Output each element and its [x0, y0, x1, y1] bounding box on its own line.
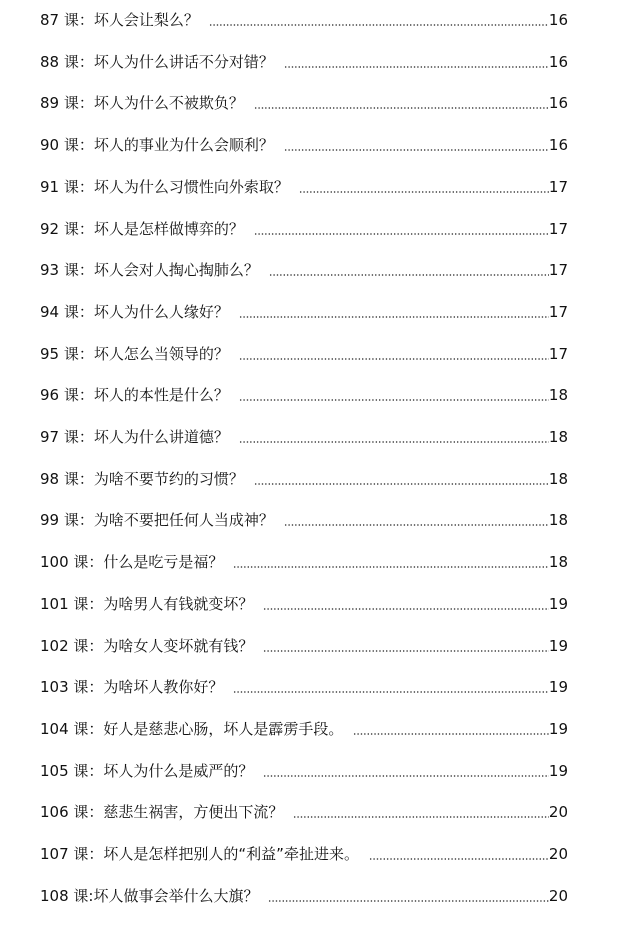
- toc-dot-leader: [254, 233, 549, 235]
- toc-entry[interactable]: [40, 715, 568, 739]
- toc-entry-title: 90 课：坏人的事业为什么会顺利？: [40, 136, 274, 155]
- toc-entry[interactable]: [40, 423, 568, 447]
- toc-entry[interactable]: [40, 840, 568, 864]
- toc-entry-page-number: 16: [548, 11, 568, 29]
- toc-entry-page-number: 16: [548, 94, 568, 113]
- toc-entry-title: 100 课：什么是吃亏是福？: [40, 553, 224, 572]
- toc-entry-title: 102 课：为啥女人变坏就有钱？: [40, 636, 254, 655]
- toc-entry-title: 91 课：坏人为什么习惯性向外索取？: [40, 177, 289, 196]
- toc-entry[interactable]: [40, 256, 568, 280]
- toc-entry[interactable]: [40, 340, 568, 364]
- toc-entry[interactable]: [40, 381, 568, 405]
- toc-entry-title: 106 课：慈悲生祸害，方便出下流？: [40, 803, 284, 822]
- toc-dot-leader: [239, 358, 549, 360]
- toc-entry[interactable]: [40, 298, 568, 322]
- toc-entry[interactable]: [40, 798, 568, 822]
- toc-entry[interactable]: [40, 6, 568, 30]
- toc-entry-page-number: 19: [548, 678, 568, 697]
- toc-entry-page-number: 19: [548, 594, 568, 613]
- toc-dot-leader: [239, 316, 549, 318]
- toc-dot-leader: [284, 524, 549, 526]
- toc-entry-page-number: 20: [548, 845, 568, 863]
- toc-dot-leader: [263, 608, 549, 610]
- toc-entry-page-number: 16: [548, 136, 568, 155]
- toc-entry[interactable]: [40, 48, 568, 72]
- toc-entry-page-number: 18: [548, 511, 568, 530]
- toc-entry-page-number: 20: [548, 886, 568, 905]
- toc-entry-page-number: 20: [548, 803, 568, 822]
- toc-entry-page-number: 17: [548, 261, 568, 280]
- toc-dot-leader: [239, 399, 549, 401]
- toc-entry[interactable]: [40, 548, 568, 572]
- toc-dot-leader: [233, 566, 549, 568]
- toc-entry[interactable]: [40, 89, 568, 113]
- toc-entry-title: 93 课：坏人会对人掏心掏肺么？: [40, 261, 259, 280]
- toc-entry-page-number: 17: [548, 219, 568, 238]
- toc-entry-page-number: 19: [548, 761, 568, 780]
- toc-entry[interactable]: [40, 173, 568, 197]
- toc-entry-page-number: 18: [548, 469, 568, 488]
- toc-entry-page-number: 17: [548, 344, 568, 363]
- toc-dot-leader: [299, 191, 549, 193]
- toc-dot-leader: [353, 733, 549, 735]
- toc-entry[interactable]: [40, 590, 568, 614]
- toc-entry[interactable]: [40, 882, 568, 906]
- toc-entry[interactable]: [40, 215, 568, 239]
- toc-entry-title: 87 课：坏人会让梨么？: [40, 11, 199, 29]
- toc-entry[interactable]: [40, 673, 568, 697]
- toc-entry-title: 89 课：坏人为什么不被欺负？: [40, 94, 244, 113]
- toc-dot-leader: [263, 775, 549, 777]
- toc-entry-page-number: 17: [548, 302, 568, 321]
- toc-entry-title: 95 课：坏人怎么当领导的？: [40, 344, 229, 363]
- toc-entry-title: 97 课：坏人为什么讲道德？: [40, 428, 229, 446]
- toc-dot-leader: [268, 900, 548, 902]
- toc-entry[interactable]: [40, 465, 568, 489]
- toc-dot-leader: [369, 858, 549, 860]
- toc-entry-title: 103 课：为啥坏人教你好？: [40, 678, 224, 697]
- toc-entry-title: 101 课：为啥男人有钱就变坏？: [40, 594, 254, 613]
- toc-entry-page-number: 19: [548, 636, 568, 655]
- toc-entry-page-number: 19: [548, 719, 568, 738]
- toc-entry[interactable]: [40, 506, 568, 530]
- toc-entry-page-number: 16: [548, 52, 568, 71]
- toc-entry-title: 107 课：坏人是怎样把别人的“利益”牵扯进来。: [40, 845, 359, 863]
- toc-dot-leader: [209, 24, 549, 26]
- toc-dot-leader: [254, 107, 549, 109]
- toc-entry[interactable]: [40, 632, 568, 656]
- toc-entry[interactable]: [40, 131, 568, 155]
- toc-dot-leader: [263, 650, 549, 652]
- toc-entry[interactable]: [40, 757, 568, 781]
- toc-entry-page-number: 18: [548, 386, 568, 405]
- toc-entry-title: 108 课:坏人做事会举什么大旗？: [40, 886, 259, 905]
- toc-entry-title: 98 课：为啥不要节约的习惯？: [40, 469, 244, 488]
- toc-entry-title: 94 课：坏人为什么人缘好？: [40, 302, 229, 321]
- toc-entry-page-number: 18: [548, 428, 568, 446]
- toc-entry-title: 92 课：坏人是怎样做博弈的？: [40, 219, 244, 238]
- toc-dot-leader: [254, 483, 549, 485]
- toc-entry-page-number: 17: [548, 177, 568, 196]
- toc-dot-leader: [269, 274, 549, 276]
- toc-dot-leader: [284, 149, 549, 151]
- toc-entry-title: 99 课：为啥不要把任何人当成神？: [40, 511, 274, 530]
- toc-entry-title: 96 课：坏人的本性是什么？: [40, 386, 229, 405]
- toc-dot-leader: [284, 66, 549, 68]
- toc-entry-title: 104 课：好人是慈悲心肠，坏人是霹雳手段。: [40, 719, 344, 738]
- toc-dot-leader: [293, 816, 549, 818]
- toc-entry-title: 105 课：坏人为什么是威严的？: [40, 761, 254, 780]
- toc-dot-leader: [233, 691, 549, 693]
- toc-entry-title: 88 课：坏人为什么讲话不分对错？: [40, 52, 274, 71]
- toc-dot-leader: [239, 441, 549, 443]
- toc-entry-page-number: 18: [548, 553, 568, 572]
